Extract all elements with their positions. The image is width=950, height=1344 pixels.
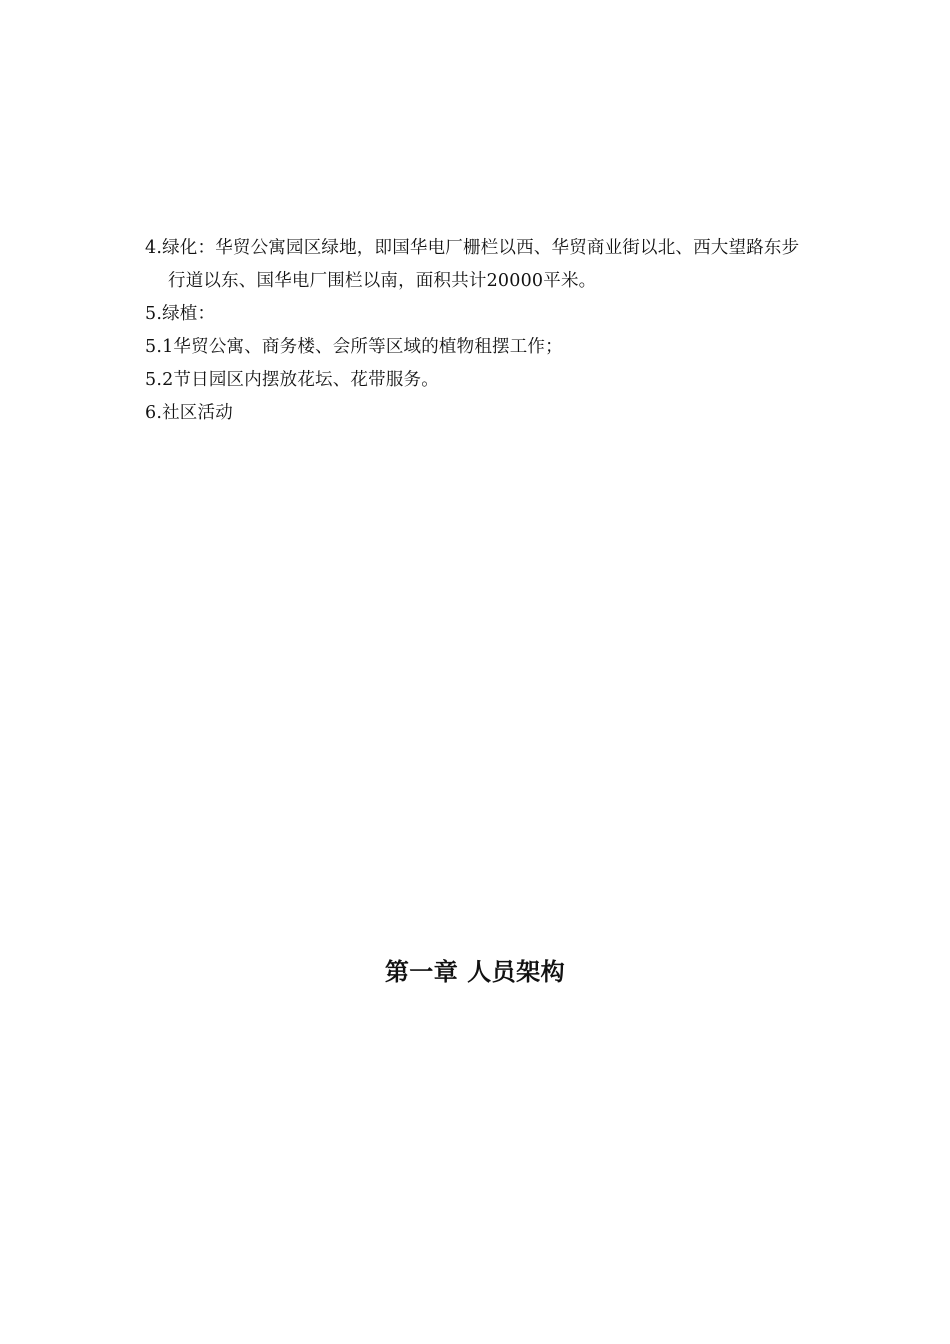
list-item-community-activities: 6.社区活动: [145, 403, 233, 423]
list-item-plants: 5.绿植：: [145, 304, 216, 324]
chapter-title: 第一章 人员架构: [384, 958, 566, 986]
list-item-holiday-flowers: 5.2节日园区内摆放花坛、花带服务。: [145, 370, 439, 390]
content-list: [145, 232, 815, 430]
list-item-plant-rental: 5.1华贸公寓、商务楼、会所等区域的植物租摆工作；: [145, 337, 563, 357]
list-item-greening: 4.绿化：华贸公寓园区绿地，即国华电厂栅栏以西、华贸商业街以北、西大望路东步行道以东、国华电厂围栏以南，面积共计20000平米。: [145, 238, 800, 291]
